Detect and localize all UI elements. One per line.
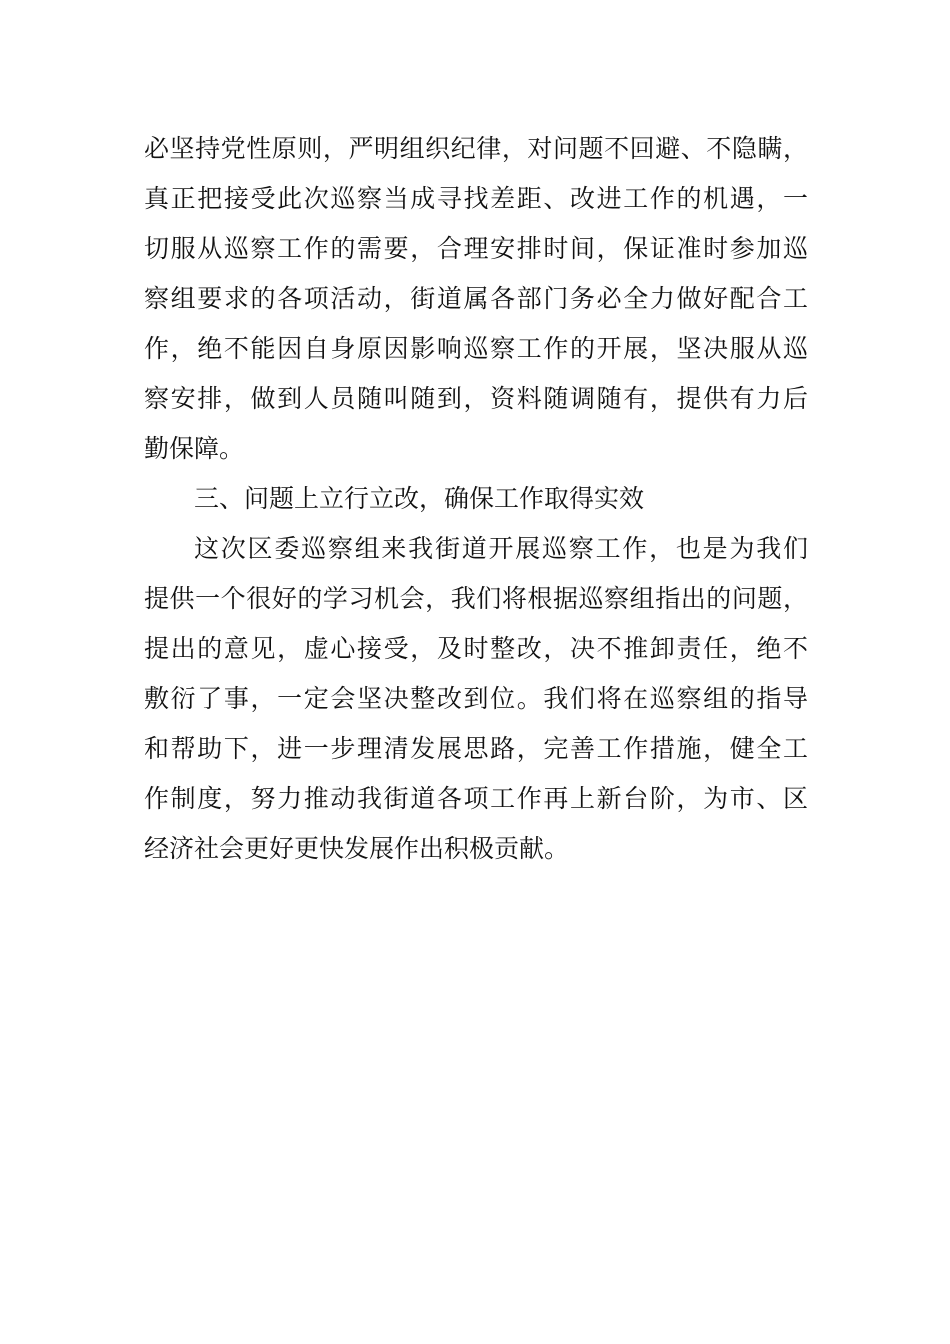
paragraph-line: 敷衍了事，一定会坚决整改到位。我们将在巡察组的指导 bbox=[144, 684, 808, 713]
section-heading: 三、问题上立行立改，确保工作取得实效 bbox=[194, 484, 645, 513]
paragraph-line: 作制度，努力推动我街道各项工作再上新台阶，为市、区 bbox=[144, 784, 808, 813]
paragraph-line: 真正把接受此次巡察当成寻找差距、改进工作的机遇，一 bbox=[144, 184, 808, 213]
paragraph-line: 勤保障。 bbox=[144, 434, 245, 463]
paragraph-line: 作，绝不能因自身原因影响巡察工作的开展，坚决服从巡 bbox=[144, 334, 808, 363]
paragraph-line: 必坚持党性原则，严明组织纪律，对问题不回避、不隐瞒， bbox=[144, 134, 808, 163]
paragraph-line: 提出的意见，虚心接受，及时整改，决不推卸责任，绝不 bbox=[144, 634, 808, 663]
paragraph-line: 切服从巡察工作的需要，合理安排时间，保证准时参加巡 bbox=[144, 234, 808, 263]
paragraph-line: 察安排，做到人员随叫随到，资料随调随有，提供有力后 bbox=[144, 384, 808, 413]
paragraph-line: 提供一个很好的学习机会，我们将根据巡察组指出的问题， bbox=[144, 584, 808, 613]
paragraph-line: 和帮助下，进一步理清发展思路，完善工作措施，健全工 bbox=[144, 734, 808, 763]
paragraph-line: 察组要求的各项活动，街道属各部门务必全力做好配合工 bbox=[144, 284, 808, 313]
document-body bbox=[144, 124, 808, 874]
paragraph-line: 这次区委巡察组来我街道开展巡察工作，也是为我们 bbox=[194, 534, 808, 563]
paragraph-line: 经济社会更好更快发展作出积极贡献。 bbox=[144, 834, 570, 863]
